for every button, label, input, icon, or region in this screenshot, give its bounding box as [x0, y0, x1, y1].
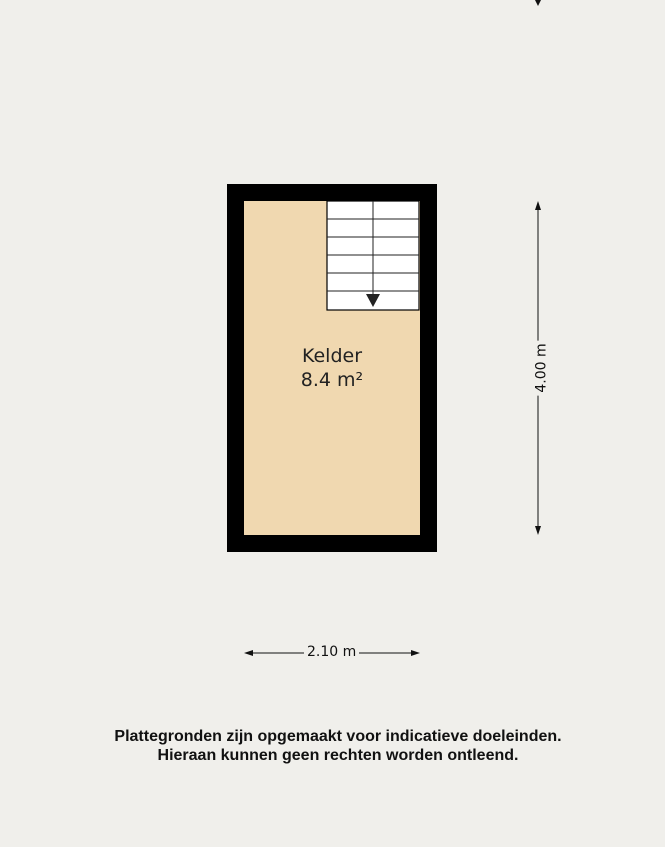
width-arrow-left-icon: [244, 650, 253, 656]
height-dimension-label: 4.00 m: [534, 340, 550, 395]
width-dimension-label: 2.10 m: [304, 644, 359, 660]
height-arrow-down-icon: [535, 526, 541, 535]
width-arrow-right-icon: [411, 650, 420, 656]
disclaimer-line-2: Hieraan kunnen geen rechten worden ontleend.: [157, 747, 519, 764]
room-area: 8.4 m²: [300, 369, 364, 391]
staircase: [327, 201, 419, 310]
disclaimer: [0, 727, 665, 765]
room-name: Kelder: [301, 345, 363, 367]
height-arrow-up-icon: [535, 201, 541, 210]
disclaimer-line-1: Plattegronden zijn opgemaakt voor indicatieve doeleinden.: [114, 728, 562, 745]
top-arrow-head: [535, 0, 541, 6]
